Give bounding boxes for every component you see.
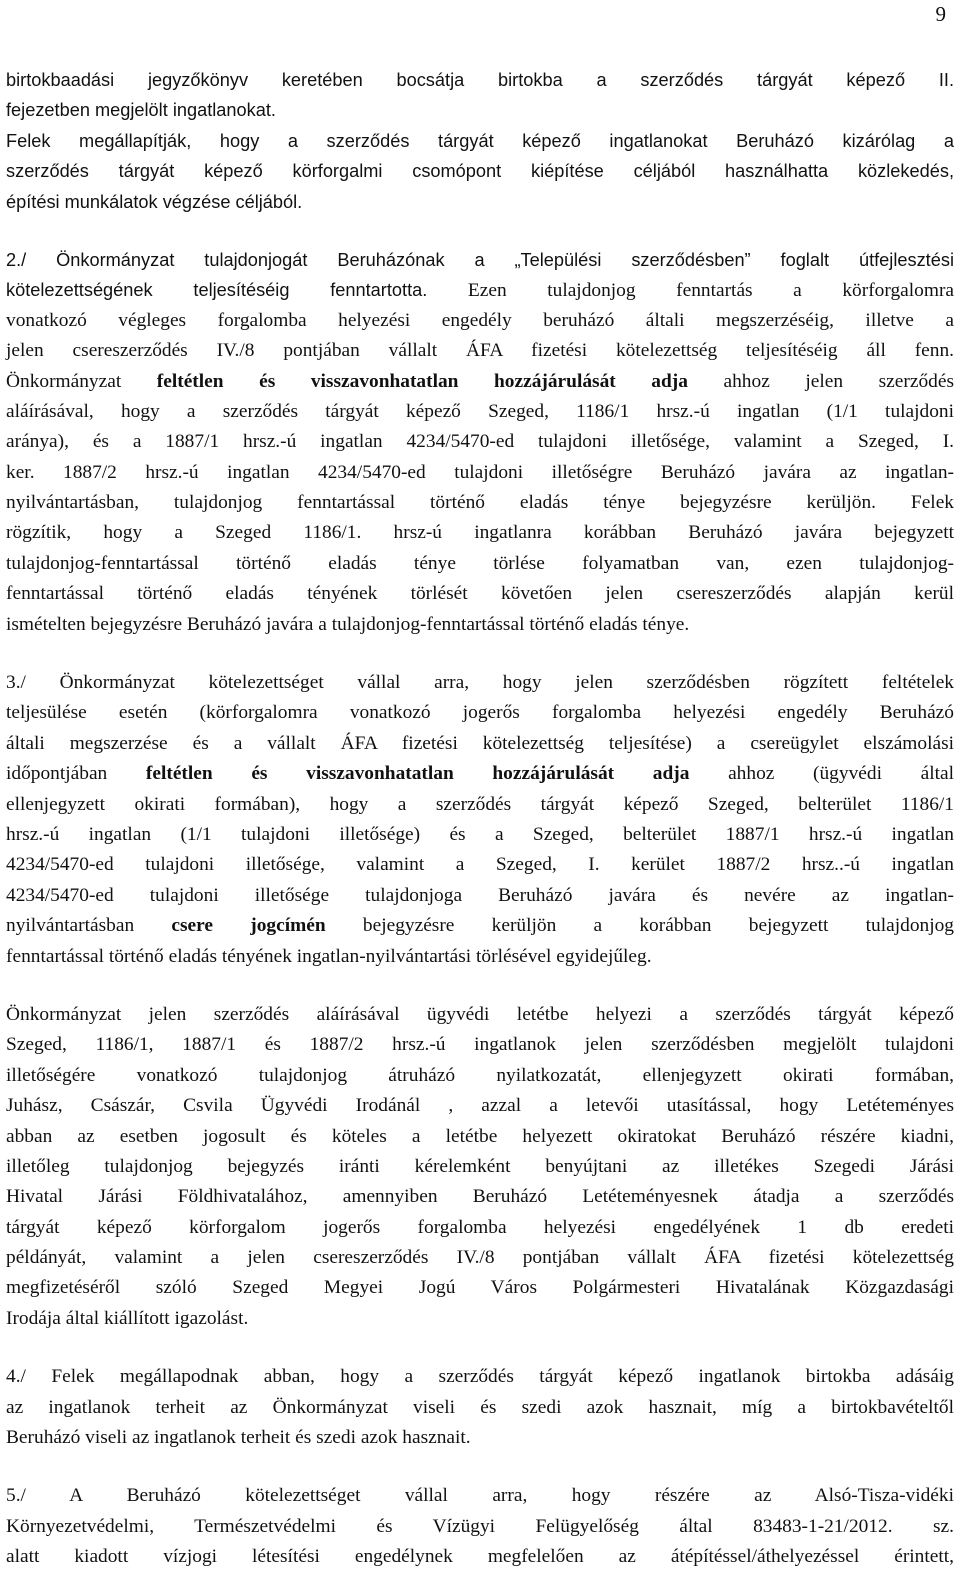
text-line: általi megszerzése és a vállalt ÁFA fizetési kötelezettség teljesítése) a csereügylet elszámolási [6,732,954,754]
text-line: Szeged, 1186/1, 1887/1 és 1887/2 hrsz.-ú ingatlanok jelen szerződésben megjelölt tulajdoni [6,1034,954,1056]
text-line [6,275,954,305]
text-line: hrsz.-ú ingatlan (1/1 tulajdoni illetősége) és a Szeged, belterület 1887/1 hrsz.-ú ingatlan [6,823,954,845]
text-line: Felek megállapítják, hogy a szerződés tárgyát képező ingatlanokat Beruházó kizárólag a [6,130,954,151]
text-line: aláírásával, hogy a szerződés tárgyát képező Szeged, 1186/1 hrsz.-ú ingatlan (1/1 tulajdoni [6,400,954,422]
text-line [6,759,954,789]
text-fragment: bejegyzésre kerüljön a korábban bejegyzett tulajdonjog [325,915,954,937]
text-line: fenntartással történő eladás tényének törlését követően jelen csereszerződés alapján kerül [6,583,954,605]
text-fragment: időpontjában [6,763,146,785]
paragraph-escrow-deposit [6,1000,954,1334]
text-line: 4./ Felek megállapodnak abban, hogy a szerződés tárgyát képező ingatlanok birtokba adásáig [6,1366,954,1388]
text-line: tárgyát képező körforgalom jogerős forgalomba helyezési engedélyének 1 db eredeti [6,1216,954,1238]
text-line: nyilvántartásban, tulajdonjog fenntartással történő eladás ténye bejegyzésre kerüljön. Felek [6,492,954,514]
document-body [6,65,954,1573]
paragraph-section-5 [6,1481,954,1572]
text-line: 5./ A Beruházó kötelezettséget vállal arra, hogy részére az Alsó-Tisza-vidéki [6,1485,954,1507]
paragraph-section-3 [6,668,954,972]
text-line: ellenjegyzett okirati formában), hogy a szerződés tárgyát képező Szeged, belterület 1186/1 [6,793,954,815]
text-line: vonatkozó végleges forgalomba helyezési engedély beruházó általi megszerzéséig, illetve a [6,309,954,331]
paragraph-gap [6,1453,954,1481]
text-line: fejezetben megjelölt ingatlanokat. [6,100,276,121]
document-page [6,0,955,1568]
paragraph-section-2 [6,245,954,640]
text-line: az ingatlanok terheit az Önkormányzat viseli és szedi azok hasznait, míg a birtokbavételtől [6,1396,954,1418]
text-line: 3./ Önkormányzat kötelezettséget vállal arra, hogy jelen szerződésben rögzített feltételek [6,672,954,694]
text-fragment: /8 pontjában vállalt ÁFA fizetési kötelezettség teljesítéséig áll fenn. [239,340,954,362]
page-number: 9 [935,2,946,26]
text-line: szerződés tárgyát képező körforgalmi csomópont kiépítése céljából használhatta közlekedés, [6,161,954,182]
text-line: 4234/5470-ed tulajdoni illetősége tulajdonjoga Beruházó javára és nevére az ingatlan- [6,884,954,906]
text-line: Környezetvédelmi, Természetvédelmi és Vízügyi Felügyelőség által 83483-1-21/2012. sz. [6,1515,954,1537]
text-line: Juhász, Császár, Csvila Ügyvédi Irodánál , azzal a letevői utasítással, hogy Letéteményes [6,1095,954,1117]
bold-consent-phrase: feltétlen és visszavonhatatlan hozzájárulását adja [145,763,690,785]
paragraph-gap [6,217,954,245]
text-line: aránya), és a 1887/1 hrsz.-ú ingatlan 4234/5470-ed tulajdoni illetősége, valamint a Szeged, I. [6,431,954,453]
bold-exchange-title: csere jogcímén [171,915,326,937]
text-fragment: nyilvántartásban [6,915,172,937]
text-line: tulajdonjog-fenntartással történő eladás ténye törlése folyamatban van, ezen tulajdonjog- [6,552,954,574]
text-fragment: kötelezettségének teljesítéséig fenntartotta. [6,280,428,301]
paragraph-section-4 [6,1362,954,1453]
text-line: Hivatal Járási Földhivatalához, amennyiben Beruházó Letéteményesnek átadja a szerződés [6,1186,954,1208]
text-fragment: jelen csereszerződés IV. [6,340,240,362]
text-line [6,336,954,366]
text-fragment: Önkormányzat [6,370,157,392]
text-line: birtokbaadási jegyzőkönyv keretében bocsátja birtokba a szerződés tárgyát képező II. [6,70,954,90]
text-line: Önkormányzat jelen szerződés aláírásával ügyvédi letétbe helyezi a szerződés tárgyát képező [6,1003,954,1025]
text-line: abban az esetben jogosult és köteles a letétbe helyezett okiratokat Beruházó részére kiadni, [6,1125,954,1147]
text-line: teljesülése esetén (körforgalomra vonatkozó jogerős forgalomba helyezési engedély Beruházó [6,702,954,724]
text-fragment: ahhoz jelen szerződés [687,370,954,392]
text-fragment: Ezen tulajdonjog fenntartás a körforgalomra [427,280,955,302]
text-line: példányát, valamint a jelen csereszerződés IV./8 pontjában vállalt ÁFA fizetési kötelezettség [6,1247,954,1269]
text-line: megfizetéséről szóló Szeged Megyei Jogú Város Polgármesteri Hivatalának Közgazdasági [6,1277,954,1299]
text-line: alatt kiadott vízjogi létesítési engedélynek megfelelően az átépítéssel/áthelyezéssel érintett, [6,1546,954,1568]
text-line: ismételten bejegyzésre Beruházó javára a tulajdonjog-fenntartással történő eladás ténye. [6,613,690,635]
text-line: illetőleg tulajdonjog bejegyzés iránti kérelemként benyújtani az illetékes Szegedi Járási [6,1155,954,1177]
paragraph-gap [6,1334,954,1362]
text-line: ker. 1887/2 hrsz.-ú ingatlan 4234/5470-ed tulajdoni illetőségre Beruházó javára az ingatlan- [6,461,954,483]
text-line: Beruházó viseli az ingatlanok terheit és szedi azok hasznait. [6,1427,471,1449]
text-line: 4234/5470-ed tulajdoni illetősége, valamint a Szeged, I. kerület 1887/2 hrsz..-ú ingatlan [6,854,954,876]
bold-consent-phrase: feltétlen és visszavonhatatlan hozzájárulását adja [156,370,688,392]
text-line: Irodája által kiállított igazolást. [6,1307,249,1329]
text-line: építési munkálatok végzése céljából. [6,191,303,212]
paragraph-gap [6,972,954,1000]
text-line: fenntartással történő eladás tényének ingatlan-nyilvántartási törlésével egyidejűleg. [6,945,652,967]
paragraph-possession-transfer [6,65,954,217]
text-line [6,367,954,397]
text-line: rögzítik, hogy a Szeged 1186/1. hrsz-ú ingatlanra korábban Beruházó javára bejegyzett [6,522,954,544]
text-fragment: ahhoz (ügyvédi által [689,763,954,785]
text-line [6,911,954,941]
paragraph-gap [6,640,954,668]
text-line: 2./ Önkormányzat tulajdonjogát Beruházónak a „Települési szerződésben” foglalt útfejlesztési [6,249,954,270]
text-line: illetőségére vonatkozó tulajdonjog átruházó nyilatkozatát, ellenjegyzett okirati formában, [6,1064,954,1086]
